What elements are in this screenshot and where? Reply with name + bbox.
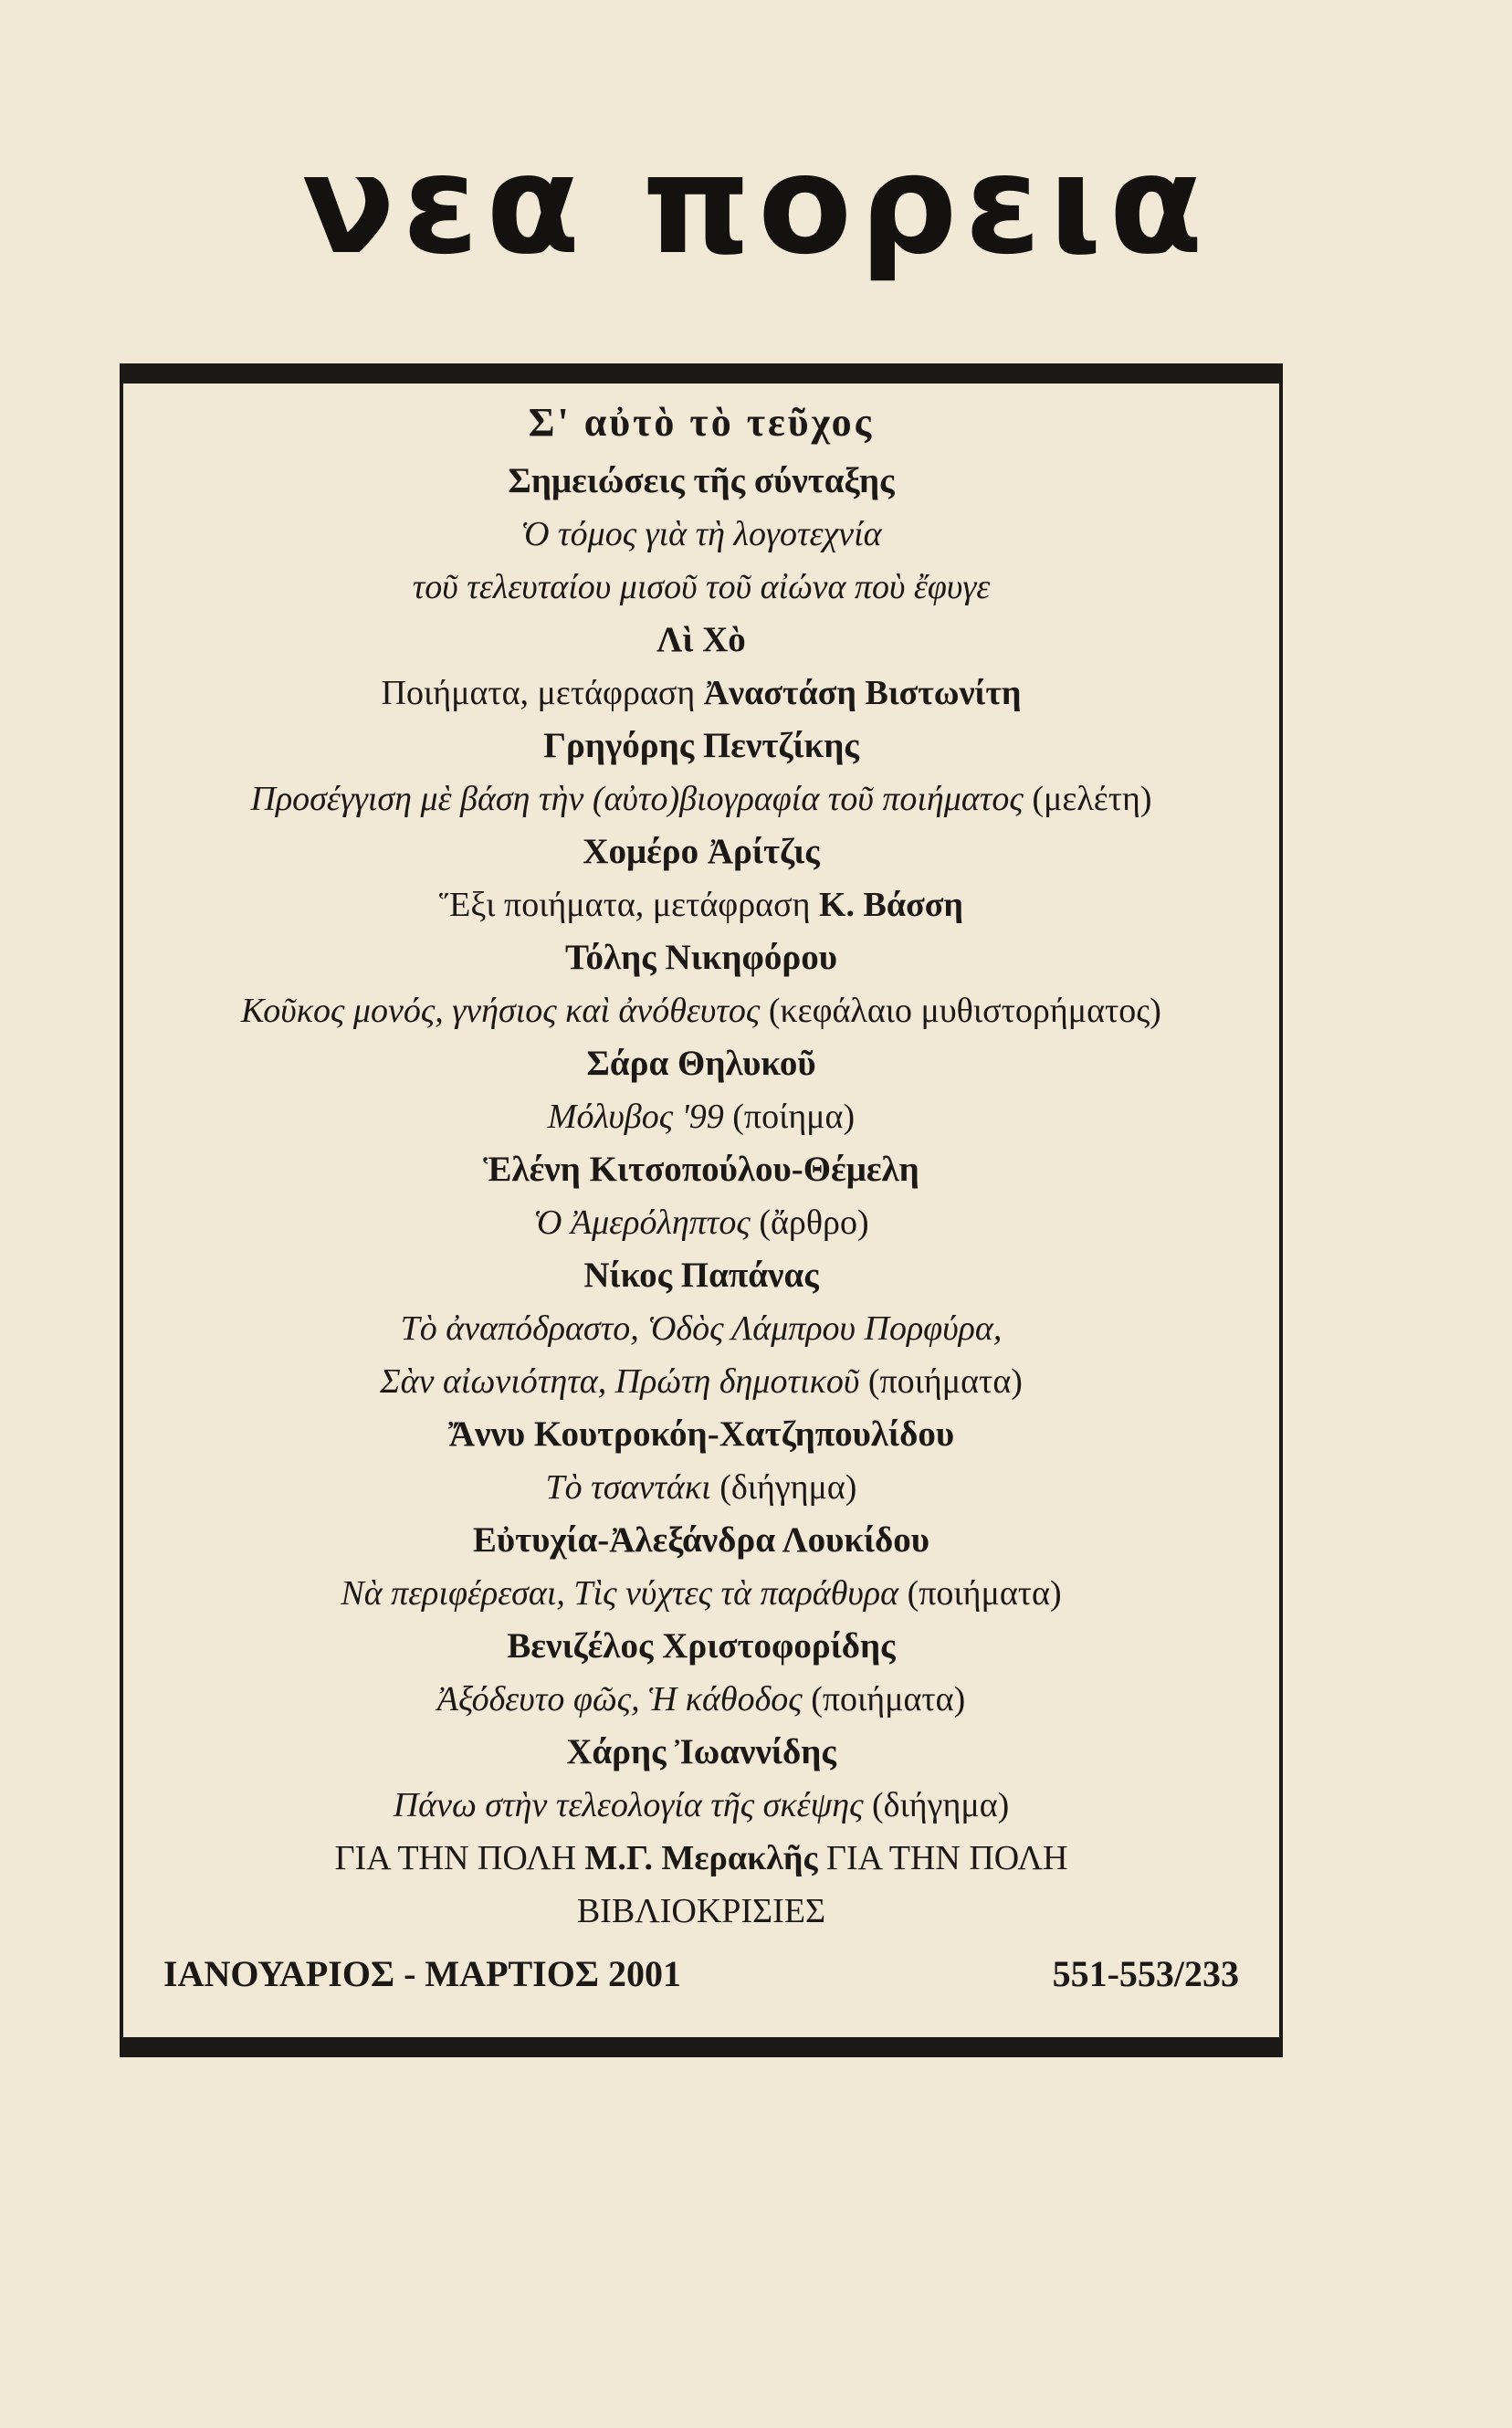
entry-work: Κοῦκος μονός, γνήσιος καὶ ἀνόθευτος (κεφάλαιο μυθιστορήματος) bbox=[241, 992, 1161, 1030]
entry-work: Τὸ ἀναπόδραστο, Ὁδὸς Λάμπρου Πορφύρα, bbox=[400, 1309, 1003, 1348]
contents-box bbox=[120, 363, 1283, 2057]
entry-work: Ὁ τόμος γιὰ τὴ λογοτεχνία bbox=[520, 515, 882, 553]
city-line: ΓΙΑ ΤΗΝ ΠΟΛΗ Μ.Γ. Μερακλῆς ΓΙΑ ΤΗΝ ΠΟΛΗ bbox=[334, 1839, 1068, 1877]
entry-author: Τόλης Νικηφόρου bbox=[565, 938, 837, 977]
entry-author: Ἑλένη Κιτσοπούλου-Θέμελη bbox=[483, 1150, 919, 1189]
issue-number: 551-553/233 bbox=[1052, 1953, 1239, 1994]
entry-work: Ποιήματα, μετάφραση Ἀναστάση Βιστωνίτη bbox=[381, 674, 1022, 712]
contents-heading: Σ' αὐτὸ τὸ τεῦχος bbox=[528, 400, 875, 445]
contents-list bbox=[123, 391, 1279, 1938]
entry-author: Λὶ Χὸ bbox=[656, 620, 746, 659]
bottom-rule bbox=[120, 2037, 1283, 2057]
issue-info bbox=[163, 1952, 1239, 1995]
issue-date: ΙΑΝΟΥΑΡΙΟΣ - ΜΑΡΤΙΟΣ 2001 bbox=[163, 1953, 682, 1994]
entry-author: Βενιζέλος Χριστοφορίδης bbox=[507, 1626, 896, 1666]
entry-work: Σὰν αἰωνιότητα, Πρώτη δημοτικοῦ (ποιήματα) bbox=[380, 1362, 1023, 1401]
entry-work: Ἕξι ποιήματα, μετάφραση Κ. Βάσση bbox=[439, 886, 963, 924]
entry-work: Τὸ τσαντάκι (διήγημα) bbox=[545, 1468, 857, 1507]
entry-author: Σημειώσεις τῆς σύνταξης bbox=[508, 461, 895, 500]
top-rule bbox=[120, 363, 1283, 384]
entry-author: Εὐτυχία-Ἀλεξάνδρα Λουκίδου bbox=[472, 1520, 930, 1560]
entry-author: Σάρα Θηλυκοῦ bbox=[586, 1044, 816, 1083]
entry-work: Νὰ περιφέρεσαι, Τὶς νύχτες τὰ παράθυρα (ποιήματα) bbox=[341, 1574, 1062, 1613]
reviews-line: ΒΙΒΛΙΟΚΡΙΣΙΕΣ bbox=[576, 1892, 826, 1930]
entry-author: Γρηγόρης Πεντζίκης bbox=[543, 726, 859, 765]
entry-work: Μόλυβος '99 (ποίημα) bbox=[547, 1098, 856, 1136]
entry-work: Ἀξόδευτο φῶς, Ἡ κάθοδος (ποιήματα) bbox=[436, 1680, 966, 1719]
entry-author: Νίκος Παπάνας bbox=[583, 1256, 819, 1295]
entry-work: Ὁ Ἀμερόληπτος (ἄρθρο) bbox=[533, 1203, 869, 1242]
entry-work: Πάνω στὴν τελεολογία τῆς σκέψης (διήγημα) bbox=[393, 1786, 1010, 1824]
masthead-title: νεα πορεια bbox=[301, 126, 1211, 285]
entry-work: Προσέγγιση μὲ βάση τὴν (αὐτο)βιογραφία τοῦ ποιήματος (μελέτη) bbox=[250, 780, 1152, 818]
entry-author: Χάρης Ἰωαννίδης bbox=[566, 1732, 836, 1771]
entry-author: Χομέρο Ἀρίτζις bbox=[583, 832, 820, 871]
entry-work: τοῦ τελευταίου μισοῦ τοῦ αἰώνα ποὺ ἔφυγε bbox=[412, 568, 991, 606]
entry-author: Ἄννυ Κουτροκόη-Χατζηπουλίδου bbox=[447, 1414, 955, 1454]
